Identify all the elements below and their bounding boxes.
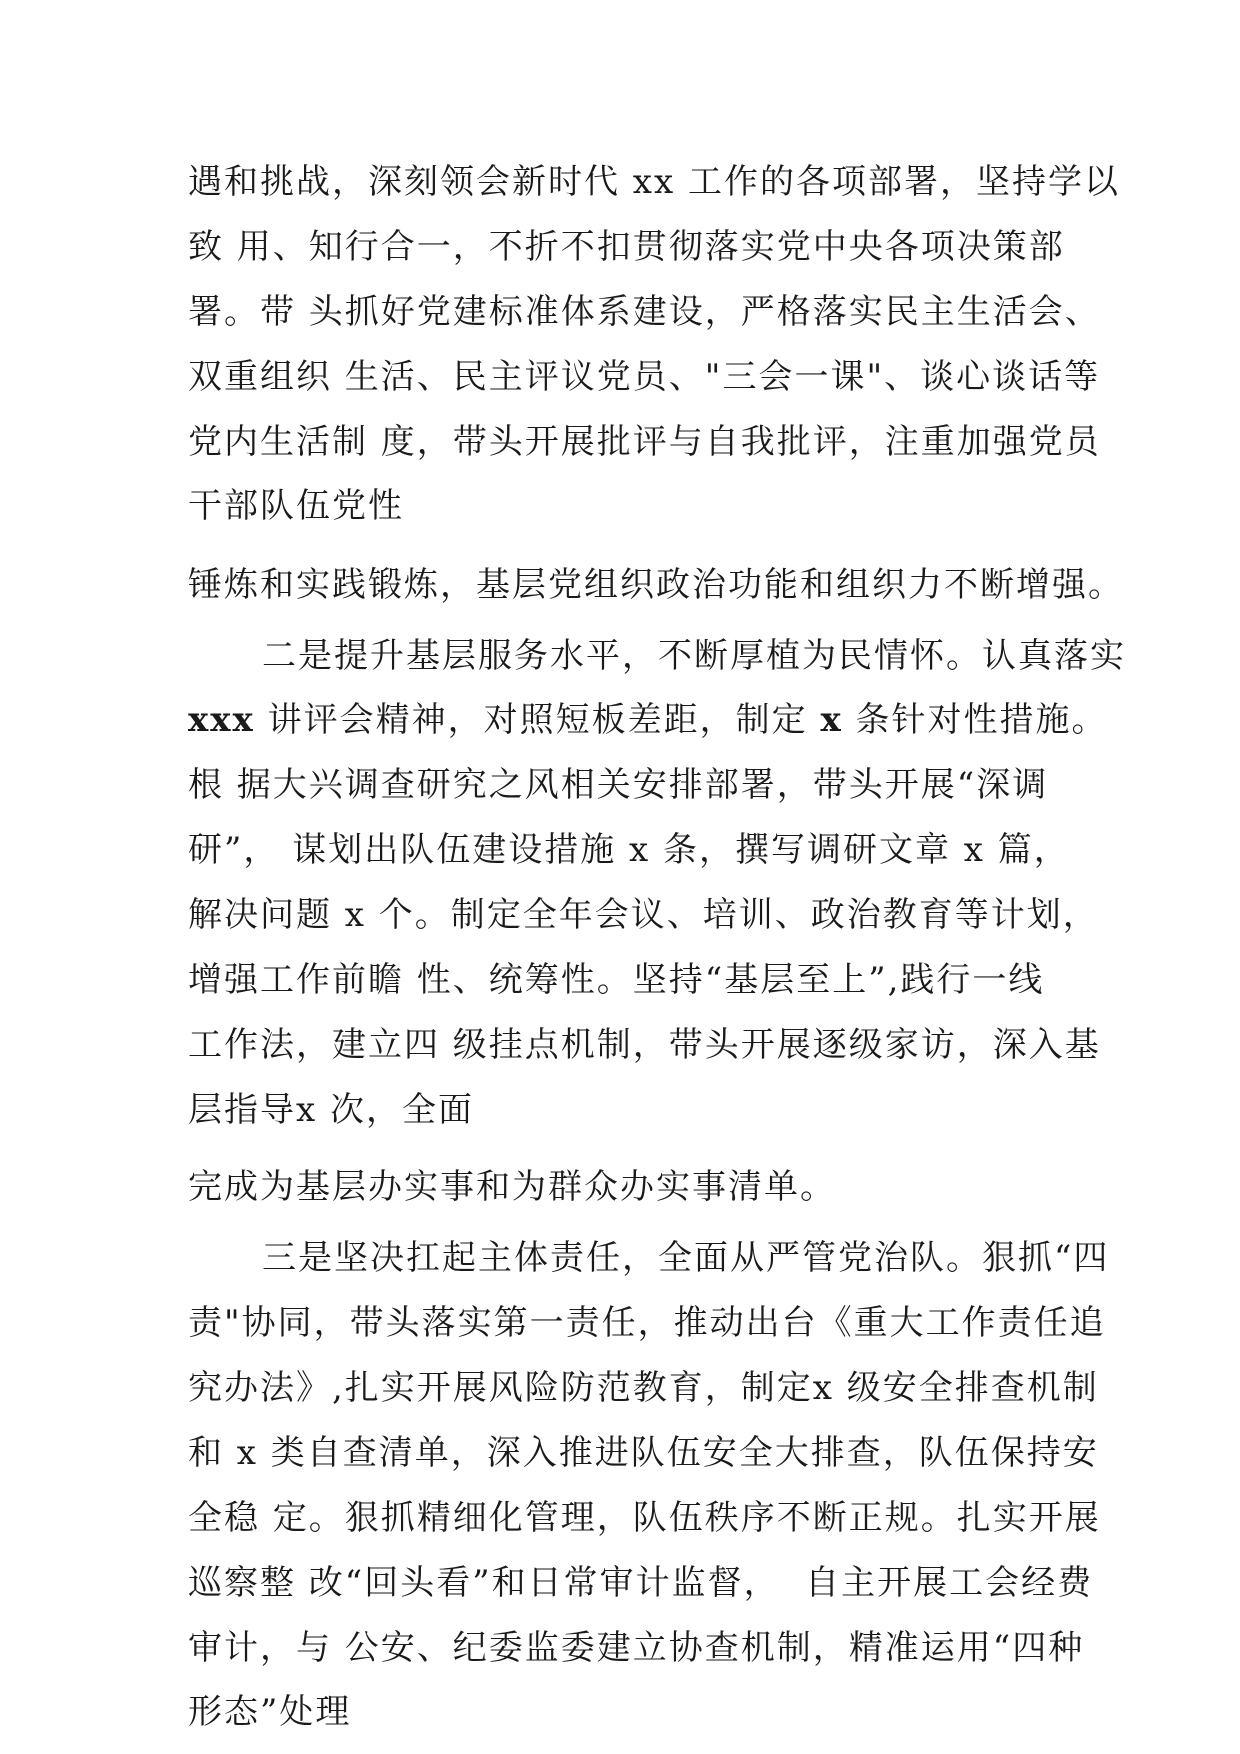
body-text-line <box>188 700 1108 740</box>
body-text-line: 解决问题 x 个。制定全年会议、培训、政治教育等计划， <box>188 895 1099 935</box>
body-text-line: 双重组织 生活、民主评议党员、"三会一课"、谈心谈话等 <box>188 357 1101 397</box>
bold-text: xxx <box>188 700 255 740</box>
body-text-line: 致 用、知行合一，不折不扣贯彻落实党中央各项决策部 <box>188 227 1065 267</box>
body-text-line: 研”， 谋划出队伍建设措施 x 条，撰写调研文章 x 篇， <box>188 830 1070 870</box>
body-text-line: 全稳 定。狠抓精细化管理，队伍秩序不断正规。扎实开展 <box>188 1498 1101 1538</box>
body-text-line: 根 据大兴调查研究之风相关安排部署，带头开展“深调 <box>188 765 1049 805</box>
body-text-line: 审计，与 公安、纪委监委建立协查机制，精准运用“四种 <box>188 1628 1085 1668</box>
body-text-line: 形态”处理 <box>188 1692 352 1732</box>
body-text-line: 党内生活制 度，带头开展批评与自我批评，注重加强党员 <box>188 422 1101 462</box>
body-text-line: 和 x 类自查清单，深入推进队伍安全大排查，队伍保持安 <box>188 1433 1099 1473</box>
paragraph-start-line: 二是提升基层服务水平，不断厚植为民情怀。认真落实 <box>262 636 1126 676</box>
body-text-line: 巡察整 改“回头看”和日常审计监督， 自主开展工会经费 <box>188 1563 1094 1603</box>
bold-text: x <box>820 700 843 740</box>
inline-text: 条针对性措施。 <box>855 700 1108 740</box>
body-text-line: 责"协同，带头落实第一责任，推动出台《重大工作责任追 <box>188 1303 1106 1343</box>
body-text-line: 署。带 头抓好党建标准体系建设，严格落实民主生活会、 <box>188 292 1101 332</box>
body-text-line: 究办法》,扎实开展风险防范教育，制定x 级安全排查机制 <box>188 1368 1099 1408</box>
body-text-line: 增强工作前瞻 性、统筹性。坚持“基层至上”,践行一线 <box>188 960 1045 1000</box>
paragraph-start-line: 三是坚决扛起主体责任，全面从严管党治队。狠抓“四 <box>262 1238 1110 1278</box>
body-text-line: 完成为基层办实事和为群众办实事清单。 <box>188 1167 836 1207</box>
body-text-line: 锤炼和实践锻炼，基层党组织政治功能和组织力不断增强。 <box>188 565 1124 605</box>
body-text-line: 干部队伍党性 <box>188 486 404 526</box>
body-text-line: 遇和挑战，深刻领会新时代 xx 工作的各项部署，坚持学以 <box>188 162 1120 202</box>
body-text-line: 层指导x 次，全面 <box>188 1090 474 1130</box>
body-text-line: 工作法，建立四 级挂点机制，带头开展逐级家访，深入基 <box>188 1025 1101 1065</box>
inline-text: 讲评会精神，对照短板差距，制定 <box>267 700 808 740</box>
